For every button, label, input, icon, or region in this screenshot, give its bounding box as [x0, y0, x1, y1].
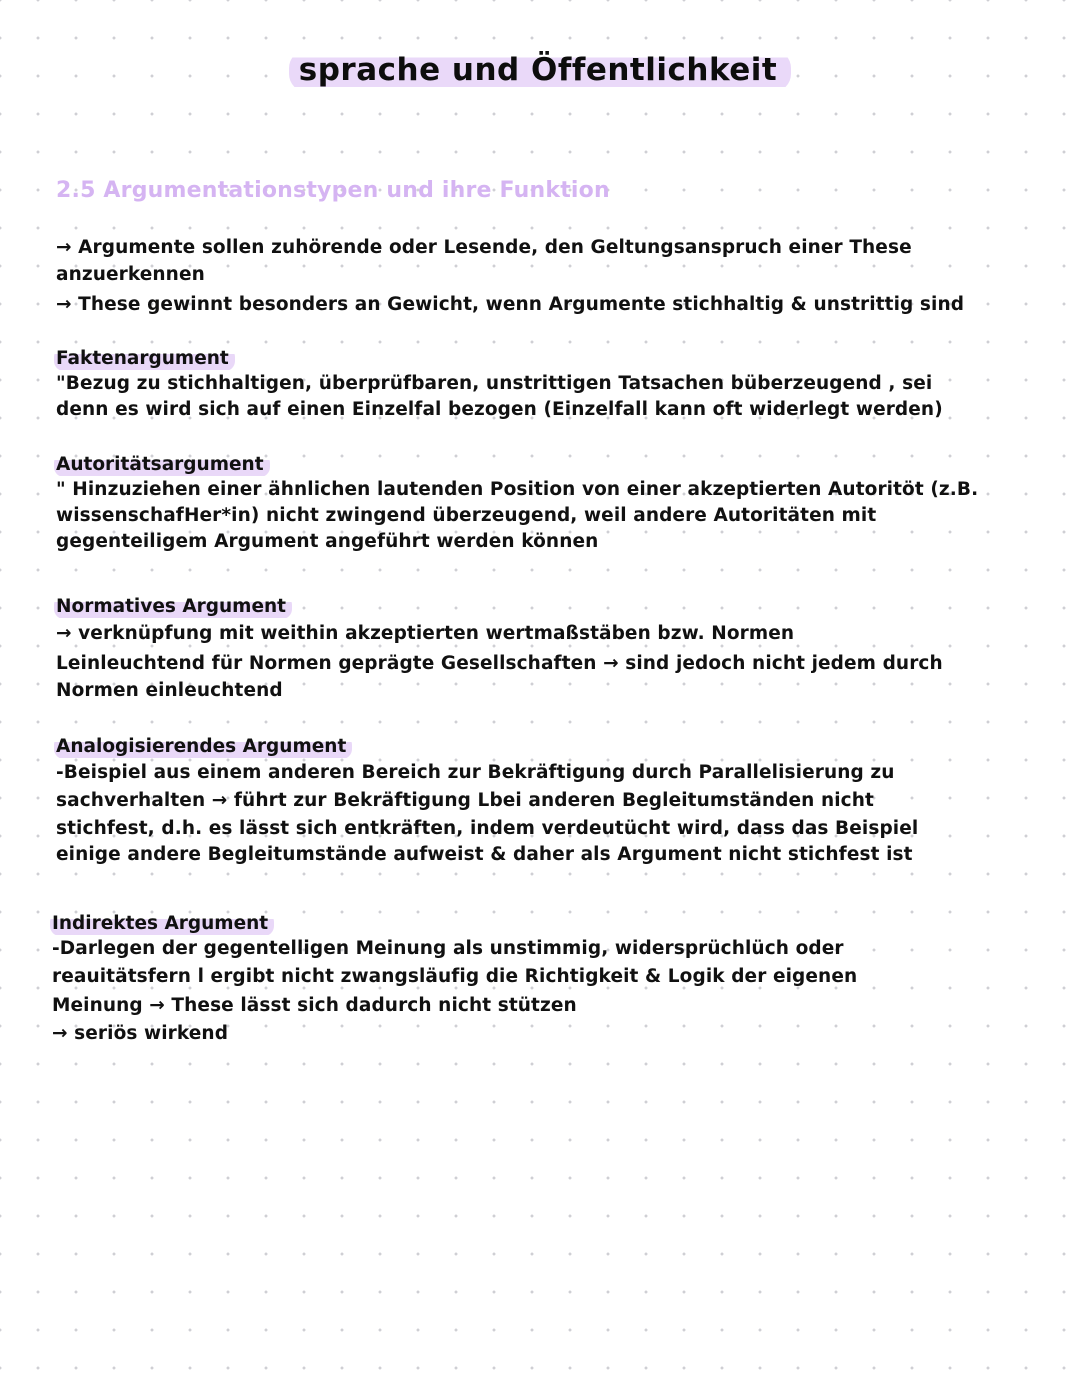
section-heading: Faktenargument	[54, 347, 235, 371]
section-line: -Darlegen der gegentelligen Meinung als unstimmig, widersprüchlüch oder	[52, 938, 844, 959]
section-line: gegenteiligem Argument angeführt werden können	[56, 531, 599, 552]
section-subtitle: 2.5 Argumentationstypen und ihre Funktion	[56, 178, 610, 203]
section-heading: Analogisierendes Argument	[54, 735, 352, 759]
section-heading: Autoritätsargument	[54, 453, 270, 477]
intro-line: → These gewinnt besonders an Gewicht, wenn Argumente stichhaltig & unstrittig sind	[56, 294, 965, 315]
section-line: stichfest, d.h. es lässt sich entkräften, indem verdeutücht wird, dass das Beispiel	[56, 818, 919, 839]
section-autoritaetsargument	[56, 453, 1036, 555]
section-line: Meinung → These lässt sich dadurch nicht stützen	[52, 995, 577, 1016]
section-heading: Indirektes Argument	[50, 912, 274, 936]
section-line: " Hinzuziehen einer ähnlichen lautenden Position von einer akzeptierten Autoritöt (z.B.	[56, 479, 979, 500]
section-line: wissenschafHer*in) nicht zwingend überzeugend, weil andere Autoritäten mit	[56, 505, 877, 526]
section-line: denn es wird sich auf einen Einzelfal bezogen (Einzelfall kann oft widerlegt werden)	[56, 399, 943, 420]
section-line: -Beispiel aus einem anderen Bereich zur Bekräftigung durch Parallelisierung zu	[56, 762, 895, 783]
section-line: einige andere Begleitumstände aufweist & daher als Argument nicht stichfest ist	[56, 844, 913, 865]
section-heading: Normatives Argument	[54, 595, 292, 619]
section-line: → seriös wirkend	[52, 1023, 229, 1044]
section-indirektes-argument	[52, 912, 1032, 1047]
section-line: sachverhalten → führt zur Bekräftigung Lbei anderen Begleitumständen nicht	[56, 790, 874, 811]
intro-line: → Argumente sollen zuhörende oder Lesende, den Geltungsanspruch einer These	[56, 237, 912, 258]
section-normatives-argument	[56, 595, 1036, 704]
section-analogisierendes-argument	[56, 735, 1036, 868]
section-line: Normen einleuchtend	[56, 680, 283, 701]
section-line: → verknüpfung mit weithin akzeptierten wertmaßstäben bzw. Normen	[56, 623, 795, 644]
page-title: sprache und Öffentlichkeit	[289, 50, 791, 92]
intro-line: anzuerkennen	[56, 264, 205, 285]
section-line: "Bezug zu stichhaltigen, überprüfbaren, unstrittigen Tatsachen büberzeugend , sei	[56, 373, 933, 394]
section-faktenargument	[56, 347, 1036, 423]
intro-block	[56, 234, 1036, 322]
section-line: reauitätsfern l ergibt nicht zwangsläufig die Richtigkeit & Logik der eigenen	[52, 966, 858, 987]
title-container	[0, 50, 1080, 92]
section-line: Leinleuchtend für Normen geprägte Gesellschaften → sind jedoch nicht jedem durch	[56, 653, 943, 674]
